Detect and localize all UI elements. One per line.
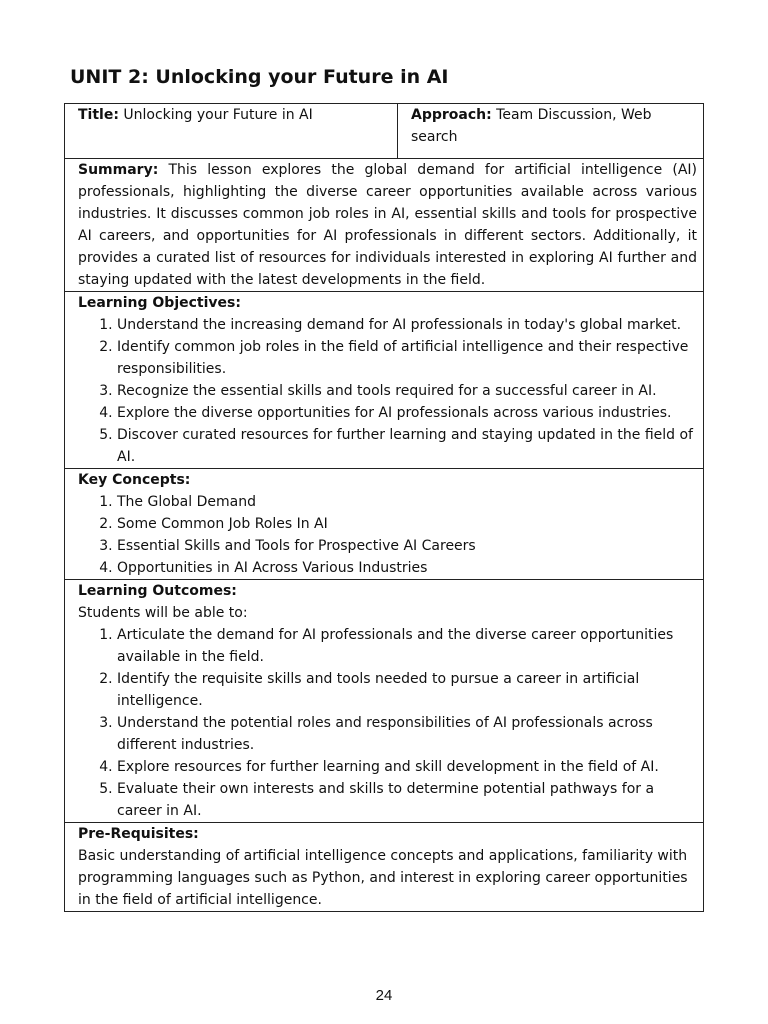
outcomes-cell bbox=[65, 580, 704, 823]
prerequisites-row bbox=[65, 823, 704, 912]
list-item: 2. Identify common job roles in the field of artificial intelligence and their respective responsibilities. bbox=[117, 336, 697, 380]
summary-cell bbox=[65, 159, 704, 292]
key-concepts-list bbox=[78, 491, 697, 579]
summary-text: This lesson explores the global demand for artificial intelligence (AI) professionals, highlighting the diverse career opportunities available across various industries. It discusses common job roles in AI, essential skills and tools for prospective AI careers, and opportunities for AI professionals in different sectors. Additionally, it provides a curated list of resources for individuals interested in exploring AI further and staying updated with the latest developments in the field. bbox=[78, 162, 698, 288]
list-item: 5. Evaluate their own interests and skills to determine potential pathways for a career in AI. bbox=[117, 778, 697, 822]
list-item: 2. Some Common Job Roles In AI bbox=[117, 513, 697, 535]
prerequisites-heading: Pre-Requisites: bbox=[78, 826, 199, 842]
title-cell bbox=[65, 104, 398, 159]
objectives-list bbox=[78, 314, 697, 468]
list-item: 4. Opportunities in AI Across Various Industries bbox=[117, 557, 697, 579]
key-concepts-cell bbox=[65, 469, 704, 580]
list-item: 1. The Global Demand bbox=[117, 491, 697, 513]
summary-row bbox=[65, 159, 704, 292]
list-item: 2. Identify the requisite skills and tools needed to pursue a career in artificial intelligence. bbox=[117, 668, 697, 712]
key-concepts-heading: Key Concepts: bbox=[78, 472, 191, 488]
objectives-row bbox=[65, 292, 704, 469]
approach-cell bbox=[398, 104, 704, 159]
approach-label: Approach: bbox=[411, 107, 492, 123]
title-row bbox=[65, 104, 704, 159]
prerequisites-text: Basic understanding of artificial intelligence concepts and applications, familiarity with programming languages such as Python, and interest in exploring career opportunities in the field of artificial intelligence. bbox=[78, 848, 688, 908]
objectives-heading: Learning Objectives: bbox=[78, 295, 241, 311]
list-item: 1. Understand the increasing demand for AI professionals in today's global market. bbox=[117, 314, 697, 336]
outcomes-list bbox=[78, 624, 697, 822]
outcomes-intro: Students will be able to: bbox=[78, 605, 248, 621]
list-item: 1. Articulate the demand for AI professionals and the diverse career opportunities available in the field. bbox=[117, 624, 697, 668]
title-label: Title: bbox=[78, 107, 119, 123]
objectives-cell bbox=[65, 292, 704, 469]
key-concepts-row bbox=[65, 469, 704, 580]
list-item: 5. Discover curated resources for further learning and staying updated in the field of AI. bbox=[117, 424, 697, 468]
list-item: 3. Essential Skills and Tools for Prospective AI Careers bbox=[117, 535, 697, 557]
lesson-plan-table bbox=[64, 103, 704, 912]
list-item: 4. Explore the diverse opportunities for AI professionals across various industries. bbox=[117, 402, 697, 424]
unit-heading: UNIT 2: Unlocking your Future in AI bbox=[70, 66, 449, 88]
prerequisites-cell bbox=[65, 823, 704, 912]
list-item: 3. Understand the potential roles and responsibilities of AI professionals across different industries. bbox=[117, 712, 697, 756]
outcomes-heading: Learning Outcomes: bbox=[78, 583, 237, 599]
summary-label: Summary: bbox=[78, 162, 159, 178]
outcomes-row bbox=[65, 580, 704, 823]
list-item: 4. Explore resources for further learning and skill development in the field of AI. bbox=[117, 756, 697, 778]
page-number: 24 bbox=[375, 987, 393, 1004]
list-item: 3. Recognize the essential skills and tools required for a successful career in AI. bbox=[117, 380, 697, 402]
approach-value: Team Discussion, Web search bbox=[411, 107, 652, 145]
title-value: Unlocking your Future in AI bbox=[123, 107, 313, 123]
